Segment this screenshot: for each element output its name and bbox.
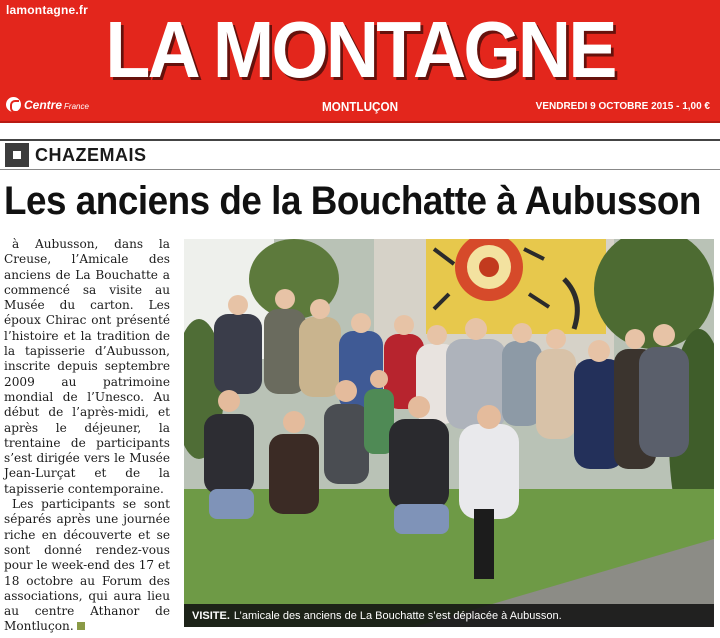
edition-name: MONTLUÇON [321,99,399,114]
article-paragraph-2 [4,497,170,635]
group-logo-main: Centre [24,97,63,112]
photo-caption-label: VISITE. [192,609,230,622]
section-kicker [5,142,147,168]
group-logo-sub: France [64,101,89,111]
article-photo [184,239,714,627]
section-rule-top [0,139,720,141]
section-square-icon [5,143,29,167]
centre-france-icon [6,97,21,112]
article-body [4,237,170,635]
site-url: lamontagne.fr [6,3,88,17]
article-paragraph-2-text: Les participants se sont séparés après une journée riche en découverte et se sont donné rendez-vous pour le week-end des 17 et 18 octobre au Forum des associations, qui aura lieu au centre Athanor de Montluçon. [4,497,170,634]
newspaper-brand: LA MONTAGNE [105,5,615,94]
article-headline: Les anciens de la Bouchatte à Aubusson [4,179,701,223]
section-kicker-text: CHAZEMAIS [35,144,147,165]
article-paragraph-1: à Aubusson, dans la Creuse, l’Amicale des anciens de La Bouchatte a commencé sa visite au Musée du carton. Les époux Chirac ont présenté l’histoire et la tradition de la tapisserie d’Aubusson, inscrite depuis septembre 2009 au patrimoine mondial de l’Unesco. Au début de l’après-midi, et après le déjeuner, la trentaine de participants s’est dirigée vers le Musée Jean-Lurçat et de la tapisserie contemporaine. [4,237,170,496]
photo-caption-text: L’amicale des anciens de La Bouchatte s’est déplacée à Aubusson. [233,609,562,622]
photo-caption [184,604,714,627]
issue-date: VENDREDI 9 OCTOBRE 2015 - 1,00 € [535,101,710,112]
article-end-mark-icon [77,622,85,630]
group-photo-illustration [184,239,714,627]
section-rule-bottom [0,169,720,170]
newspaper-masthead [0,0,720,123]
